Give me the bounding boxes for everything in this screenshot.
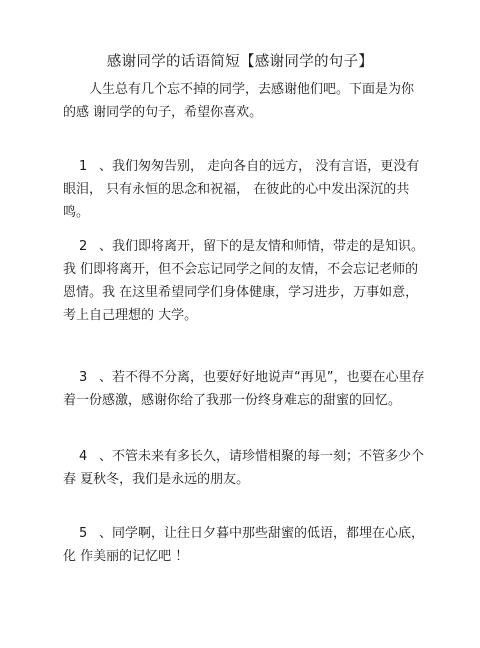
item-number: 5 (79, 526, 88, 541)
item-text: 、我们匆匆告别， 走向各自的远方， 没有言语，更没有眼泪， 只有永恒的思念和祝福， 在彼此的心中发出深沉的共鸣。 (63, 159, 420, 220)
list-item (63, 155, 425, 224)
list-item (63, 366, 425, 412)
document-title: 感谢同学的话语简短【感谢同学的句子】 (106, 54, 374, 70)
item-number: 4 (79, 449, 88, 464)
item-number: 2 (79, 239, 88, 254)
intro-paragraph: 人生总有几个忘不掉的同学，去感谢他们吧。下面是为你的感 谢同学的句子，希望你喜欢。 (63, 82, 415, 120)
item-text: 、若不得不分离，也要好好地说声“再见”，也要在心里存 着一份感激，感谢你给了我那一份终身难忘的甜蜜的回忆。 (63, 370, 425, 408)
item-number: 1 (79, 159, 88, 174)
item-text: 、不管未来有多长久，请珍惜相聚的每一刻；不管多少个春 夏秋冬，我们是永远的朋友。 (63, 449, 425, 487)
list-item (63, 235, 425, 327)
list-item (63, 522, 425, 568)
item-text: 、同学啊，让往日夕暮中那些甜蜜的低语，都埋在心底，化 作美丽的记忆吧 ！ (63, 526, 425, 564)
list-item (63, 445, 425, 491)
item-number: 3 (79, 370, 88, 385)
item-text: 、我们即将离开，留下的是友情和师情，带走的是知识。我 们即将离开，但不会忘记同学之间的友情，不会忘记老师的恩情。我 在这里希望同学们身体健康，学习进步，万事如意，考上自己理想的 大学。 (63, 239, 425, 323)
